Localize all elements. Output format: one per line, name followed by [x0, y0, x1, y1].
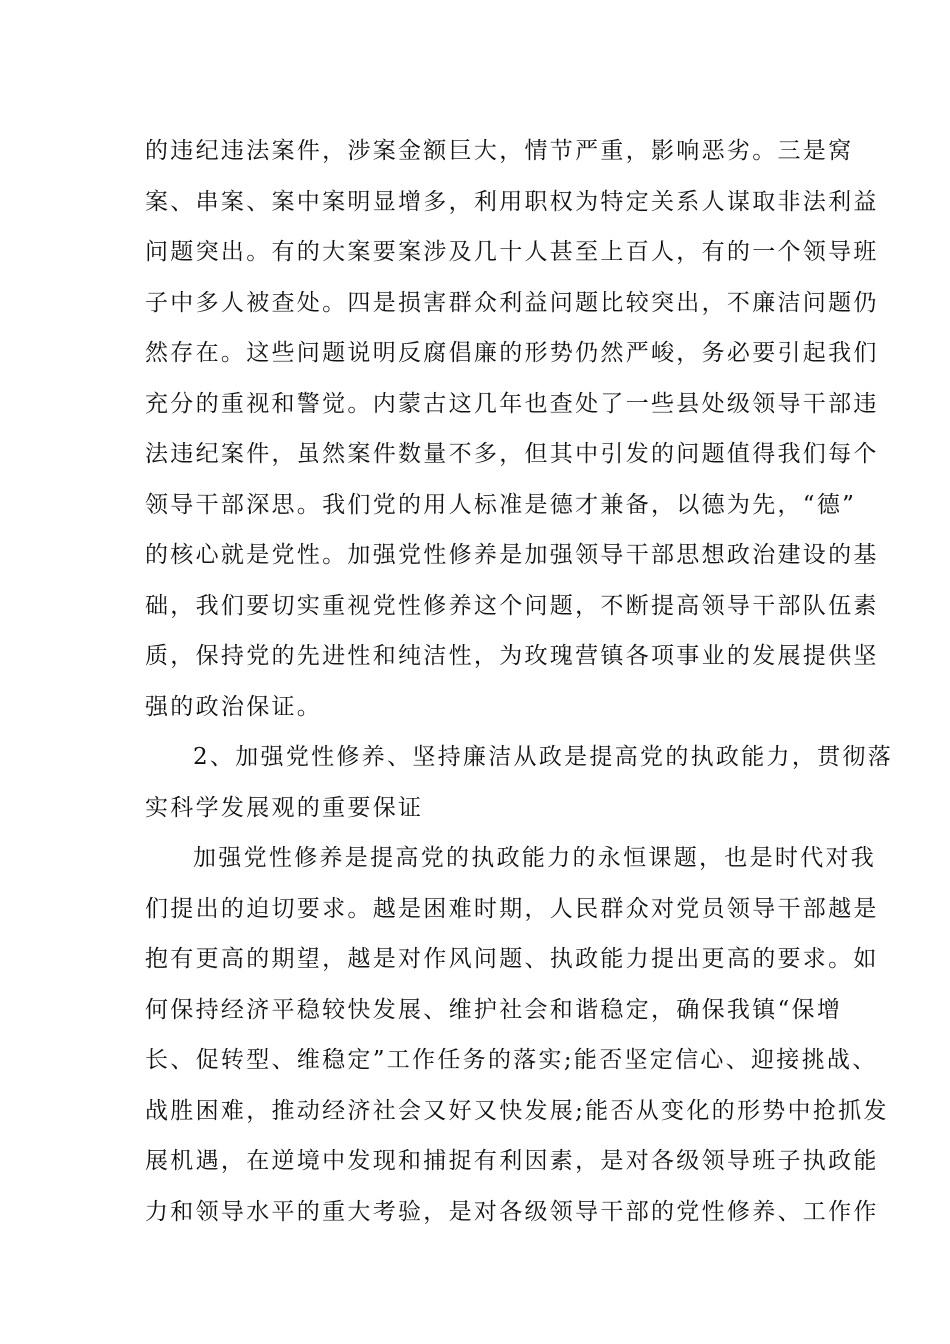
text-line: 强的政治保证。 [145, 693, 323, 720]
text-line: 力和领导水平的重大考验，是对各级领导干部的党性修养、工作作 [145, 1198, 879, 1225]
document-body [145, 126, 894, 1237]
text-line: 战胜困难，推动经济社会又好又快发展;能否从变化的形势中抢抓发 [145, 1097, 889, 1124]
text-line: 的核心就是党性。加强党性修养是加强领导干部思想政治建设的基 [145, 542, 879, 568]
text-line: 的违纪违法案件，涉案金额巨大，情节严重，影响恶劣。三是窝 [145, 138, 854, 164]
text-line: 然存在。这些问题说明反腐倡廉的形势仍然严峻，务必要引起我们 [145, 340, 879, 366]
text-line: 础，我们要切实重视党性修养这个问题，不断提高领导干部队伍素 [145, 592, 879, 619]
text-line: 抱有更高的期望，越是对作风问题、执政能力提出更高的要求。如 [145, 946, 879, 972]
section-heading-line: 2、加强党性修养、坚持廉洁从政是提高党的执政能力，贯彻落 [193, 744, 894, 770]
text-line: 展机遇，在逆境中发现和捕捉有利因素，是对各级领导班子执政能 [145, 1148, 879, 1174]
text-line: 子中多人被查处。四是损害群众利益问题比较突出，不廉洁问题仍 [145, 289, 879, 316]
text-line: 案、串案、案中案明显增多，利用职权为特定关系人谋取非法利益 [145, 188, 879, 215]
text-line: 加强党性修养是提高党的执政能力的永恒课题，也是时代对我 [193, 845, 877, 871]
text-line: 领导干部深思。我们党的用人标准是德才兼备，以德为先，“德” [145, 491, 857, 518]
text-line: 何保持经济平稳较快发展、维护社会和谐稳定，确保我镇“保增 [145, 996, 843, 1023]
text-line: 充分的重视和警觉。内蒙古这几年也查处了一些县处级领导干部违 [145, 390, 879, 417]
text-line: 长、促转型、维稳定”工作任务的落实;能否坚定信心、迎接挑战、 [145, 1047, 878, 1073]
text-line: 质，保持党的先进性和纯洁性，为玫瑰营镇各项事业的发展提供坚 [145, 643, 879, 669]
section-heading-line: 实科学发展观的重要保证 [145, 794, 424, 821]
text-line: 法违纪案件，虽然案件数量不多，但其中引发的问题值得我们每个 [145, 441, 879, 467]
text-line: 问题突出。有的大案要案涉及几十人甚至上百人，有的一个领导班 [145, 239, 879, 265]
text-line: 们提出的迫切要求。越是困难时期，人民群众对党员领导干部越是 [145, 895, 879, 922]
